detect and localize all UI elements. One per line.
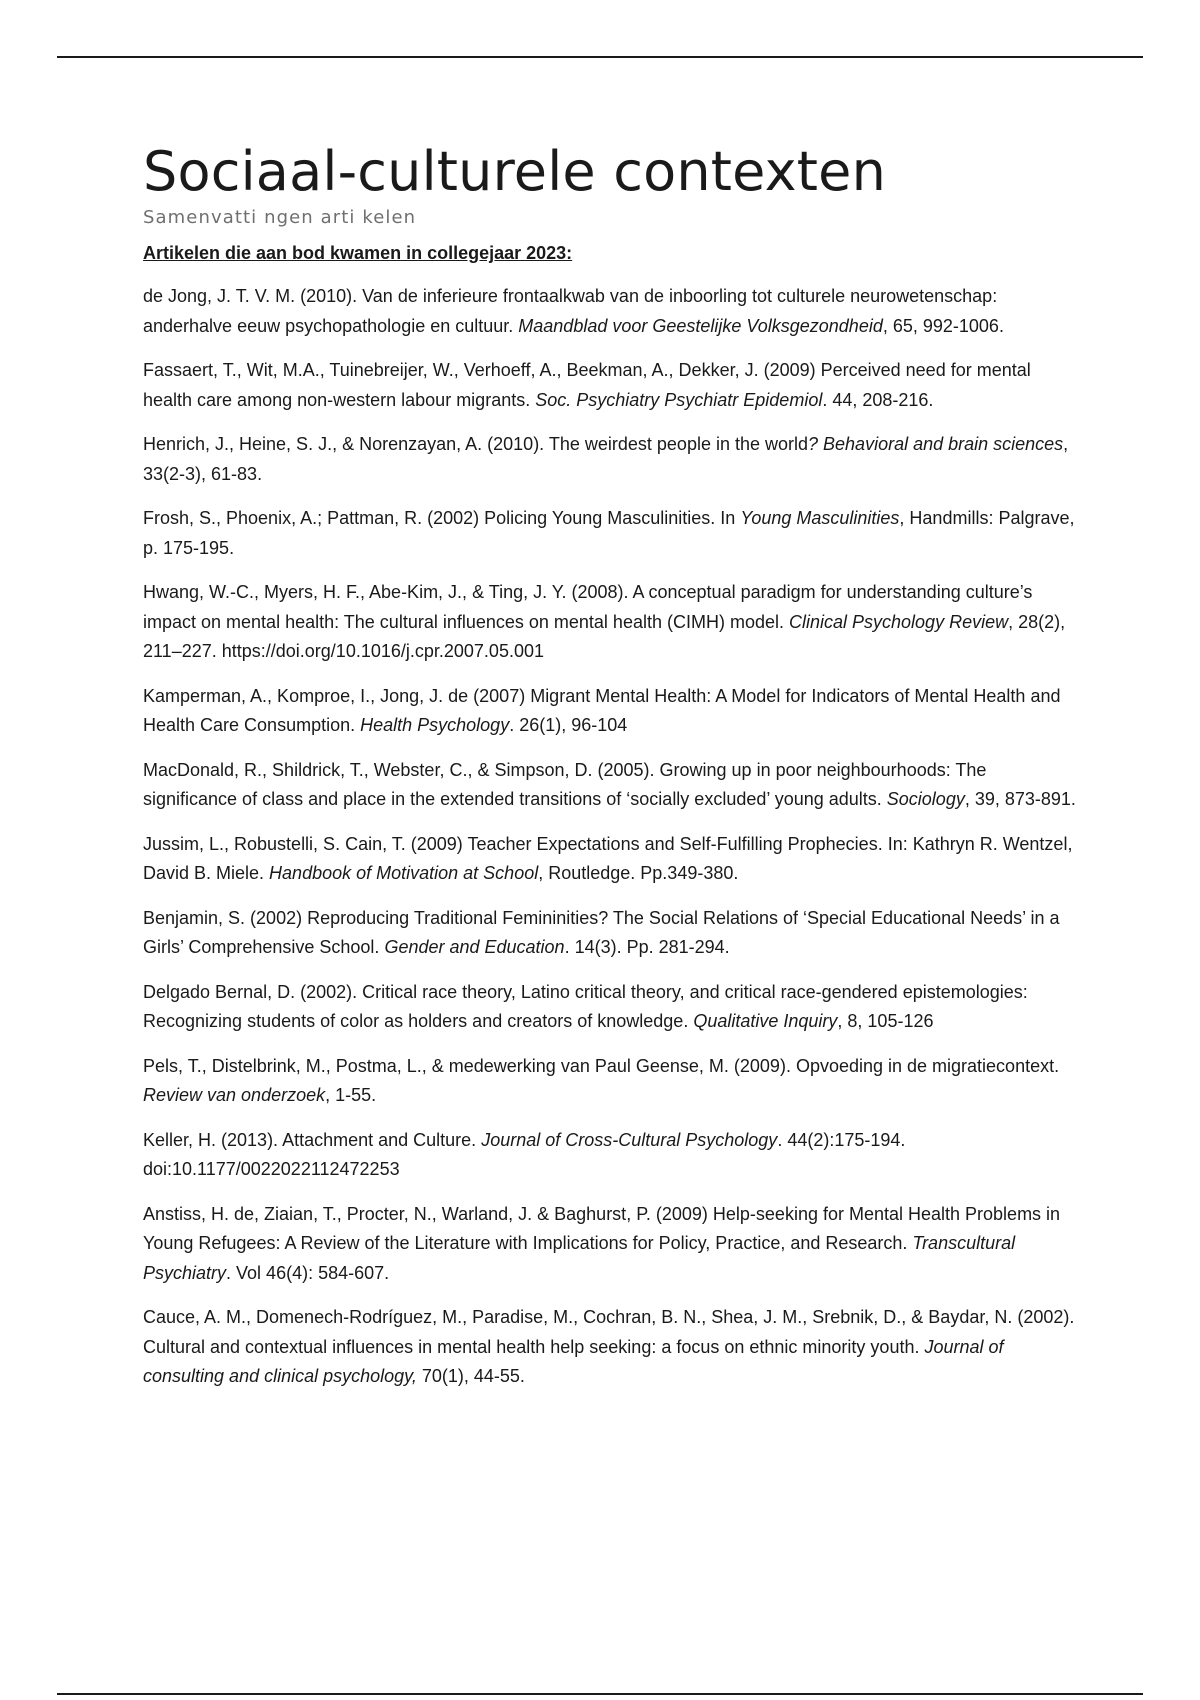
reference-item <box>143 978 1083 1037</box>
reference-details: , Handmills: Palgrave, p. 175-195. <box>143 508 1075 558</box>
reference-item <box>143 282 1083 341</box>
reference-item <box>143 904 1083 963</box>
reference-text: Hwang, W.-C., Myers, H. F., Abe-Kim, J., & Ting, J. Y. (2008). A conceptual paradigm for understanding culture’s impact on mental health: The cultural influences on mental health (CIMH) model. <box>143 582 1033 632</box>
reference-item <box>143 756 1083 815</box>
reference-item <box>143 356 1083 415</box>
reference-details: . 44(2):175-194. doi:10.1177/0022022112472253 <box>143 1129 906 1179</box>
reference-source: Journal of consulting and clinical psychology, <box>143 1336 1004 1386</box>
reference-item <box>143 1303 1083 1392</box>
reference-text: Jussim, L., Robustelli, S. Cain, T. (2009) Teacher Expectations and Self-Fulfilling Prophecies. In: Kathryn R. Wentzel, David B. Miele. <box>143 833 1073 883</box>
reference-item <box>143 504 1083 563</box>
reference-source: Journal of Cross-Cultural Psychology <box>481 1129 778 1150</box>
reference-item <box>143 682 1083 741</box>
reference-text: Fassaert, T., Wit, M.A., Tuinebreijer, W., Verhoeff, A., Beekman, A., Dekker, J. (2009) Perceived need for mental health care among non-western labour migrants. <box>143 360 1031 410</box>
reference-text: de Jong, J. T. V. M. (2010). Van de inferieure frontaalkwab van de inboorling tot culturele neurowetenschap: anderhalve eeuw psychopathologie en cultuur. <box>143 286 998 336</box>
reference-details: , 65, 992-1006. <box>882 315 1004 336</box>
reference-source: Maandblad voor Geestelijke Volksgezondheid <box>518 315 883 336</box>
reference-item <box>143 830 1083 889</box>
reference-details: , 39, 873-891. <box>964 789 1076 809</box>
document-subtitle: Samenvatti ngen arti kelen <box>143 207 417 228</box>
reference-source: Qualitative Inquiry <box>693 1011 838 1031</box>
reference-details: . 14(3). Pp. 281-294. <box>564 937 730 957</box>
reference-item <box>143 1052 1083 1111</box>
reference-details: . 26(1), 96-104 <box>509 715 628 735</box>
section-heading: Artikelen die aan bod kwamen in collegejaar 2023: <box>143 243 573 263</box>
reference-details: , 33(2-3), 61-83. <box>143 434 1069 484</box>
reference-text: Delgado Bernal, D. (2002). Critical race theory, Latino critical theory, and critical race-gendered epistemologies: Recognizing students of color as holders and creators of knowledge. <box>143 981 1028 1031</box>
document-page <box>143 140 1083 1407</box>
reference-text: MacDonald, R., Shildrick, T., Webster, C., & Simpson, D. (2005). Growing up in poor neighbourhoods: The significance of class and place in the extended transitions of ‘socially excluded’ young adults. <box>143 759 987 809</box>
document-title: Sociaal-culturele contexten <box>143 140 886 203</box>
header-rule <box>57 56 1143 58</box>
reference-details: 70(1), 44-55. <box>416 1366 525 1386</box>
reference-source: Clinical Psychology Review <box>789 611 1009 632</box>
reference-text: Henrich, J., Heine, S. J., & Norenzayan, A. (2010). The weirdest people in the world <box>143 434 809 454</box>
reference-source: Sociology <box>886 789 965 809</box>
reference-item <box>143 1126 1083 1185</box>
reference-source: Soc. Psychiatry Psychiatr Epidemiol <box>535 389 823 410</box>
reference-text: Pels, T., Distelbrink, M., Postma, L., & medewerking van Paul Geense, M. (2009). Opvoeding in de migratiecontext. <box>143 1055 1060 1076</box>
reference-source: Review van onderzoek <box>143 1085 326 1105</box>
reference-item <box>143 578 1083 667</box>
reference-details: , Routledge. Pp.349-380. <box>538 863 739 883</box>
reference-source: Young Masculinities <box>740 508 900 528</box>
reference-source: Gender and Education <box>384 937 565 957</box>
reference-details: , 8, 105-126 <box>837 1011 934 1031</box>
reference-item <box>143 1200 1083 1289</box>
reference-text: Anstiss, H. de, Ziaian, T., Procter, N., Warland, J. & Baghurst, P. (2009) Help-seeking for Mental Health Problems in Young Refugees: A Review of the Literature with Implications for Policy, Practice, and Research. <box>143 1203 1061 1253</box>
reference-source: Handbook of Motivation at School <box>269 863 539 883</box>
reference-item <box>143 430 1083 489</box>
reference-text: Kamperman, A., Komproe, I., Jong, J. de (2007) Migrant Mental Health: A Model for Indicators of Mental Health and Health Care Consumption. <box>143 685 1061 735</box>
reference-text: Benjamin, S. (2002) Reproducing Traditional Femininities? The Social Relations of ‘Special Educational Needs’ in a Girls’ Comprehensive School. <box>143 907 1060 957</box>
reference-source: Health Psychology <box>360 715 510 735</box>
reference-text: Frosh, S., Phoenix, A.; Pattman, R. (2002) Policing Young Masculinities. In <box>143 508 741 528</box>
reference-text: Cauce, A. M., Domenech-Rodríguez, M., Paradise, M., Cochran, B. N., Shea, J. M., Srebnik, D., & Baydar, N. (2002). Cultural and contextual influences in mental health help seeking: a focus on ethnic minority youth. <box>143 1307 1075 1357</box>
footer-rule <box>57 1693 1143 1695</box>
reference-details: , 1-55. <box>325 1085 377 1105</box>
reference-list <box>143 282 1083 1392</box>
reference-source: Transcultural Psychiatry <box>143 1233 1016 1283</box>
reference-text: Keller, H. (2013). Attachment and Culture. <box>143 1129 482 1150</box>
reference-details: . 44, 208-216. <box>822 389 934 410</box>
reference-details: . Vol 46(4): 584-607. <box>226 1262 390 1283</box>
reference-source: ? Behavioral and brain sciences <box>808 434 1064 454</box>
reference-details: , 28(2), 211–227. https://doi.org/10.1016/j.cpr.2007.05.001 <box>143 611 1066 661</box>
